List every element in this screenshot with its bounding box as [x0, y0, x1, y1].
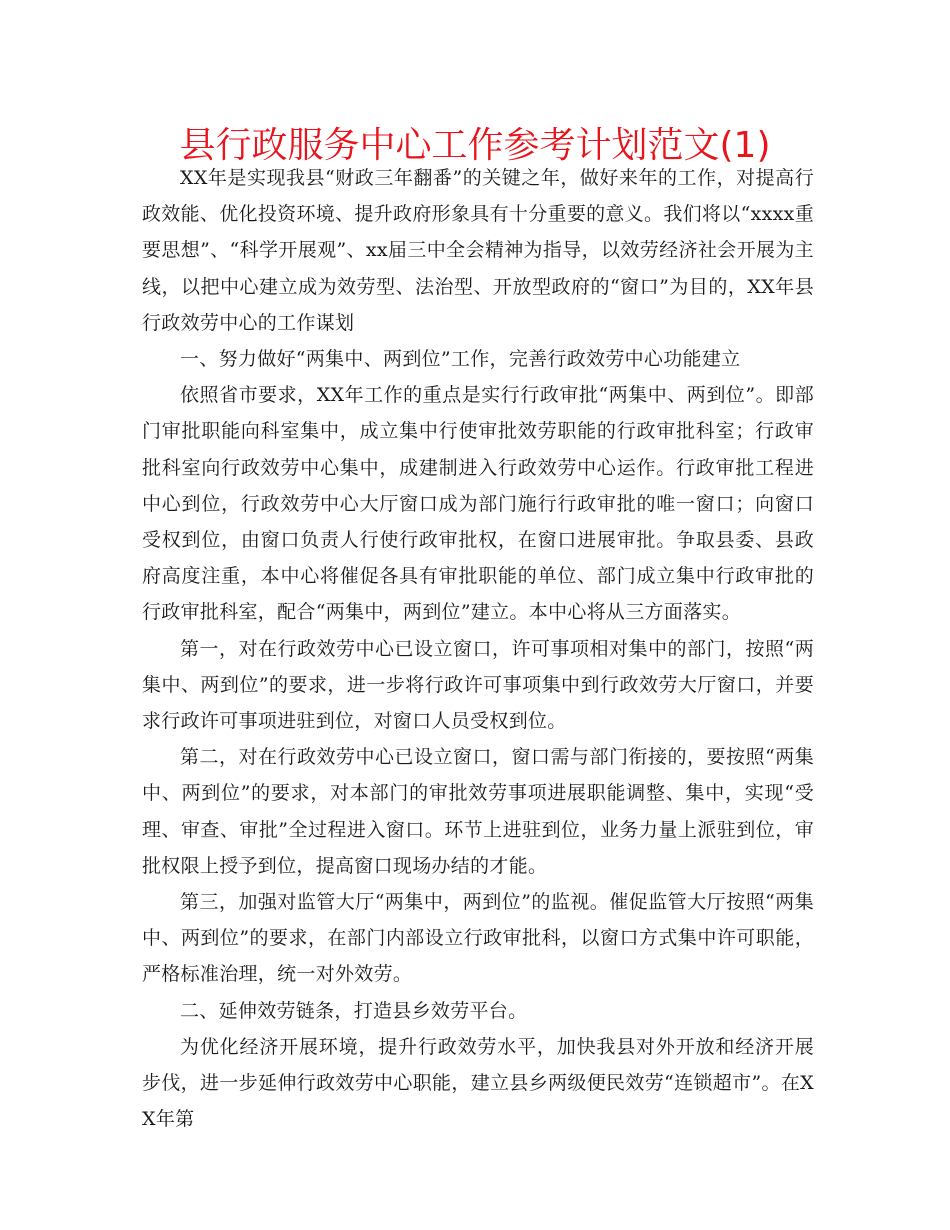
body-paragraph: 为优化经济开展环境，提升行政效劳水平，加快我县对外开放和经济开展步伐，进一步延伸行政效劳中心职能，建立县乡两级便民效劳“连锁超市”。在XX年第: [142, 1035, 814, 1131]
body-paragraph: 依照省市要求，XX年工作的重点是实行行政审批“两集中、两到位”。即部门审批职能向科室集中，成立集中行使审批效劳职能的行政审批科室；行政审批科室向行政效劳中心集中，成建制进入行政效劳中心运作。行政审批工程进中心到位，行政效劳中心大厅窗口成为部门施行行政审批的唯一窗口；向窗口受权到位，由窗口负责人行使行政审批权，在窗口进展审批。争取县委、县政府高度注重，本中心将催促各具有审批职能的单位、部门成立集中行政审批的行政审批科室，配合“两集中，两到位”建立。本中心将从三方面落实。: [142, 384, 814, 624]
section-heading-1: 一、努力做好“两集中、两到位”工作，完善行政效劳中心功能建立: [180, 348, 741, 371]
section-heading-2: 二、延伸效劳链条，打造县乡效劳平台。: [180, 999, 528, 1022]
document-title: 县行政服务中心工作参考计划范文(1): [179, 125, 771, 166]
body-paragraph: 第三，加强对监管大厅“两集中，两到位”的监视。催促监管大厅按照“两集中、两到位”的要求，在部门内部设立行政审批科，以窗口方式集中许可职能，严格标准治理，统一对外效劳。: [142, 891, 814, 986]
body-paragraph: 第二，对在行政效劳中心已设立窗口，窗口需与部门衔接的，要按照“两集中、两到位”的要求，对本部门的审批效劳事项进展职能调整、集中，实现“受理、审查、审批”全过程进入窗口。环节上进驻到位，业务力量上派驻到位，审批权限上授予到位，提高窗口现场办结的才能。: [142, 746, 814, 877]
document-body: [142, 160, 814, 1137]
body-paragraph: 第一，对在行政效劳中心已设立窗口，许可事项相对集中的部门，按照“两集中、两到位”的要求，进一步将行政许可事项集中到行政效劳大厅窗口，并要求行政许可事项进驻到位，对窗口人员受权到位。: [142, 637, 814, 733]
intro-paragraph: XX年是实现我县“财政三年翻番”的关键之年，做好来年的工作，对提高行政效能、优化投资环境、提升政府形象具有十分重要的意义。我们将以“xxxx重要思想”、“科学开展观”、xx届三中全会精神为指导，以效劳经济社会开展为主线，以把中心建立成为效劳型、法治型、开放型政府的“窗口”为目的，XX年县行政效劳中心的工作谋划: [142, 167, 814, 334]
